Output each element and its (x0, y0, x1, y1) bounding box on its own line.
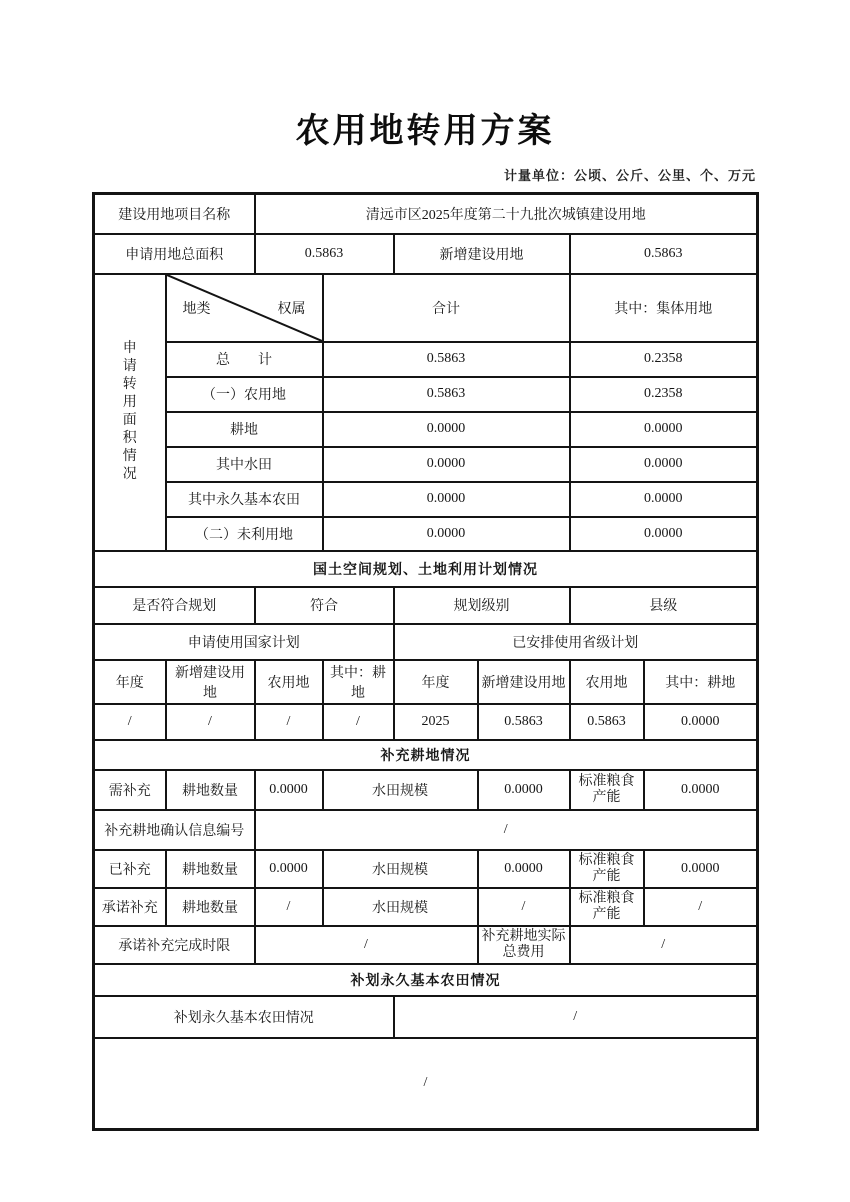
plan-value: / (94, 704, 166, 740)
cultivated-qty-label: 耕地数量 (166, 888, 255, 926)
compliance-value: 符合 (255, 587, 394, 624)
grain-capacity-value: 0.0000 (644, 850, 758, 888)
new-land-label: 新增建设用地 (394, 234, 570, 274)
transfer-row-cultivated (94, 412, 758, 447)
row-deadline-cost (94, 926, 758, 964)
plan-value: 2025 (394, 704, 478, 740)
confirmation-number-value: / (255, 810, 758, 850)
transfer-row-unused (94, 517, 758, 551)
row-supplement-section (94, 740, 758, 770)
cultivated-qty-label: 耕地数量 (166, 770, 255, 810)
cultivated-qty-value: / (255, 888, 323, 926)
row-promised-supplement (94, 888, 758, 926)
transfer-row-collective: 0.0000 (570, 517, 758, 551)
transfer-row-total: 0.5863 (323, 377, 570, 412)
done-supplement-label: 已补充 (94, 850, 166, 888)
plan-col-header: 新增建设用地 (166, 660, 255, 704)
paddy-scale-label: 水田规模 (323, 888, 478, 926)
cultivated-qty-value: 0.0000 (255, 850, 323, 888)
planning-level-value: 县级 (570, 587, 758, 624)
diagonal-header-cell (166, 274, 323, 342)
row-project-name (94, 194, 758, 234)
row-compliance (94, 587, 758, 624)
plan-value: 0.0000 (644, 704, 758, 740)
transfer-row-collective: 0.0000 (570, 447, 758, 482)
transfer-row-agricultural (94, 377, 758, 412)
provincial-plan-label: 已安排使用省级计划 (394, 624, 758, 660)
plan-value: 0.5863 (570, 704, 644, 740)
transfer-row-total: 0.0000 (323, 517, 570, 551)
project-name-value: 清远市区2025年度第二十九批次城镇建设用地 (255, 194, 758, 234)
grain-capacity-value: / (644, 888, 758, 926)
row-farmland-status (94, 996, 758, 1038)
transfer-row-collective: 0.2358 (570, 377, 758, 412)
grain-capacity-label-line2: 产能 (592, 906, 621, 922)
transfer-row-grand-total (94, 342, 758, 377)
plan-value: / (255, 704, 323, 740)
project-name-label: 建设用地项目名称 (94, 194, 255, 234)
row-transfer-header (94, 274, 758, 342)
grain-capacity-label-line2: 产能 (592, 868, 621, 884)
transfer-row-collective: 0.2358 (570, 342, 758, 377)
actual-cost-label (478, 926, 570, 964)
transfer-row-label: 耕地 (166, 412, 323, 447)
actual-cost-label-line1: 补充耕地实际 (481, 928, 566, 944)
plan-col-header: 其中：耕地 (323, 660, 394, 704)
transfer-side-label-cell (94, 274, 166, 551)
remark-value: / (94, 1038, 758, 1130)
row-done-supplement (94, 850, 758, 888)
transfer-row-label: （二）未利用地 (166, 517, 323, 551)
plan-col-header: 农用地 (255, 660, 323, 704)
transfer-row-total: 0.5863 (323, 342, 570, 377)
row-planning-section (94, 551, 758, 587)
paddy-scale-value: / (478, 888, 570, 926)
cultivated-qty-value: 0.0000 (255, 770, 323, 810)
grain-capacity-label (570, 850, 644, 888)
transfer-row-collective: 0.0000 (570, 412, 758, 447)
diagonal-label-ownership: 权属 (277, 301, 306, 317)
paddy-scale-label: 水田规模 (323, 850, 478, 888)
transfer-row-total: 0.0000 (323, 447, 570, 482)
planning-level-label: 规划级别 (394, 587, 570, 624)
paddy-scale-value: 0.0000 (478, 850, 570, 888)
transfer-row-label: 总 计 (166, 342, 323, 377)
row-plan-groups (94, 624, 758, 660)
compliance-label: 是否符合规划 (94, 587, 255, 624)
row-total-area (94, 234, 758, 274)
confirmation-number-label: 补充耕地确认信息编号 (94, 810, 255, 850)
row-remark (94, 1038, 758, 1130)
transfer-row-label: 其中水田 (166, 447, 323, 482)
grain-capacity-value: 0.0000 (644, 770, 758, 810)
actual-cost-value: / (570, 926, 758, 964)
farmland-status-value: / (394, 996, 758, 1038)
transfer-row-total: 0.0000 (323, 482, 570, 517)
transfer-side-label: 申请转用面积情况 (122, 341, 137, 482)
national-plan-label: 申请使用国家计划 (94, 624, 394, 660)
paddy-scale-label: 水田规模 (323, 770, 478, 810)
plan-col-header: 新增建设用地 (478, 660, 570, 704)
plan-col-header: 农用地 (570, 660, 644, 704)
deadline-value: / (255, 926, 478, 964)
paddy-scale-value: 0.0000 (478, 770, 570, 810)
column-header-collective: 其中：集体用地 (570, 274, 758, 342)
grain-capacity-label-line1: 标准粮食 (578, 852, 635, 868)
planning-section-header: 国土空间规划、土地利用计划情况 (94, 551, 758, 587)
total-area-label: 申请用地总面积 (94, 234, 255, 274)
grain-capacity-label (570, 888, 644, 926)
need-supplement-label: 需补充 (94, 770, 166, 810)
land-conversion-form-table (92, 192, 759, 1131)
promised-supplement-label: 承诺补充 (94, 888, 166, 926)
plan-value: / (323, 704, 394, 740)
measurement-unit-note: 计量单位：公顷、公斤、公里、个、万元 (503, 168, 756, 183)
transfer-row-permanent-farmland (94, 482, 758, 517)
plan-col-header: 其中：耕地 (644, 660, 758, 704)
actual-cost-label-line2: 总费用 (502, 944, 545, 960)
plan-col-header: 年度 (94, 660, 166, 704)
deadline-label: 承诺补充完成时限 (94, 926, 255, 964)
row-plan-col-headers (94, 660, 758, 704)
row-need-supplement (94, 770, 758, 810)
farmland-section-header: 补划永久基本农田情况 (94, 964, 758, 996)
new-land-value: 0.5863 (570, 234, 758, 274)
grain-capacity-label-line1: 标准粮食 (578, 773, 635, 789)
column-header-total: 合计 (323, 274, 570, 342)
farmland-status-label: 补划永久基本农田情况 (94, 996, 394, 1038)
transfer-row-paddy (94, 447, 758, 482)
page-title: 农用地转用方案 (295, 112, 555, 150)
grain-capacity-label-line1: 标准粮食 (578, 890, 635, 906)
plan-value: 0.5863 (478, 704, 570, 740)
cultivated-qty-label: 耕地数量 (166, 850, 255, 888)
row-confirmation-number (94, 810, 758, 850)
transfer-row-label: 其中永久基本农田 (166, 482, 323, 517)
plan-col-header: 年度 (394, 660, 478, 704)
row-farmland-section (94, 964, 758, 996)
transfer-row-label: （一）农用地 (166, 377, 323, 412)
plan-value: / (166, 704, 255, 740)
grain-capacity-label (570, 770, 644, 810)
transfer-row-total: 0.0000 (323, 412, 570, 447)
total-area-value: 0.5863 (255, 234, 394, 274)
supplement-section-header: 补充耕地情况 (94, 740, 758, 770)
diagonal-label-landtype: 地类 (182, 301, 211, 317)
grain-capacity-label-line2: 产能 (592, 789, 621, 805)
transfer-row-collective: 0.0000 (570, 482, 758, 517)
row-plan-values (94, 704, 758, 740)
